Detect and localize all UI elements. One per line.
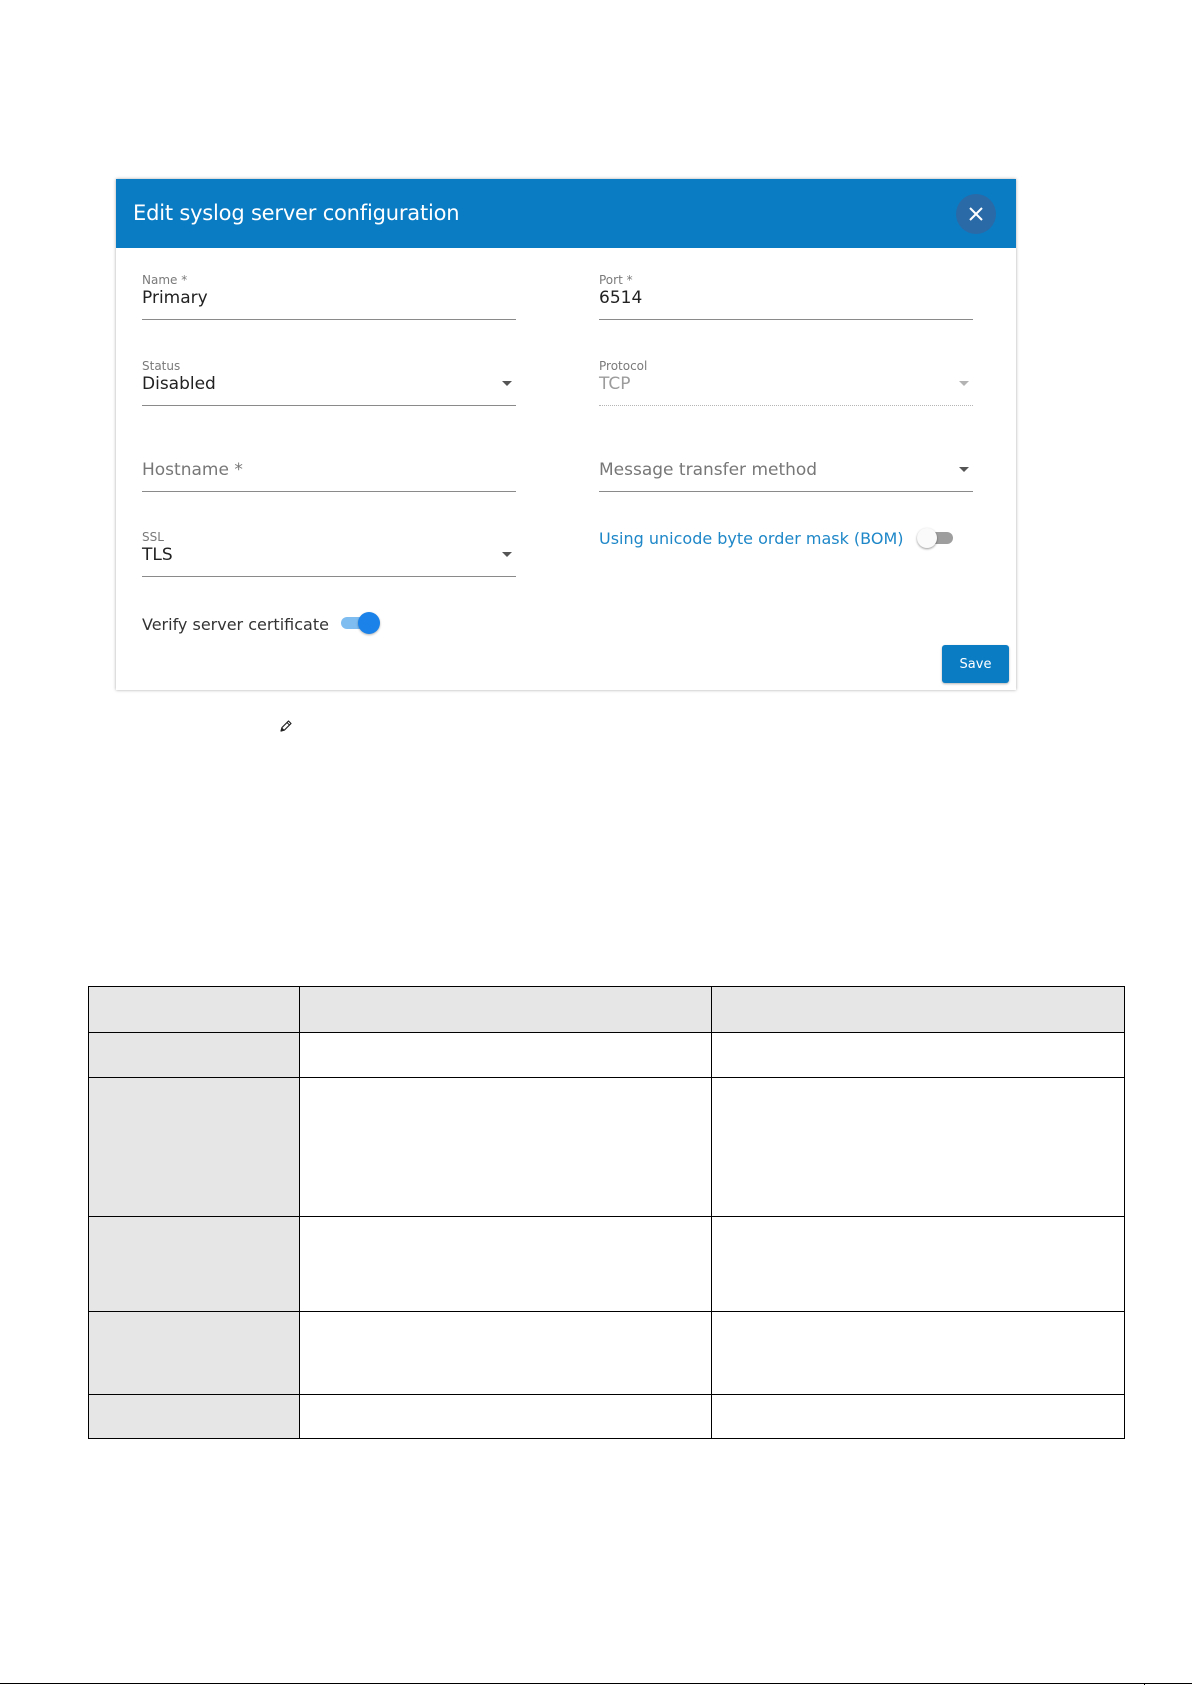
pencil-icon bbox=[279, 719, 293, 733]
message-transfer-select[interactable] bbox=[599, 445, 973, 493]
name-value[interactable]: Primary bbox=[142, 288, 208, 308]
table-row bbox=[89, 1395, 1125, 1439]
table-cell bbox=[300, 1395, 712, 1439]
name-label: Name * bbox=[142, 273, 188, 287]
table-row bbox=[89, 1312, 1125, 1395]
bom-toggle-knob bbox=[917, 528, 937, 548]
table-header-cell bbox=[89, 987, 300, 1033]
table-cell bbox=[89, 1078, 300, 1217]
ssl-select[interactable] bbox=[142, 530, 516, 578]
bom-toggle[interactable] bbox=[917, 527, 955, 549]
ssl-label: SSL bbox=[142, 530, 164, 544]
table-header-row bbox=[89, 987, 1125, 1033]
bom-toggle-label: Using unicode byte order mask (BOM) bbox=[599, 529, 904, 548]
dialog-header bbox=[116, 179, 1016, 248]
message-transfer-placeholder: Message transfer method bbox=[599, 460, 818, 480]
syslog-config-dialog bbox=[116, 179, 1016, 690]
table-row bbox=[89, 1078, 1125, 1217]
table-cell bbox=[300, 1078, 712, 1217]
status-select[interactable] bbox=[142, 359, 516, 407]
table-cell bbox=[712, 1078, 1125, 1217]
ssl-value: TLS bbox=[142, 545, 173, 565]
protocol-dropdown-icon bbox=[959, 381, 969, 386]
close-icon bbox=[968, 206, 984, 222]
protocol-value: TCP bbox=[599, 374, 631, 394]
verify-cert-label: Verify server certificate bbox=[142, 615, 329, 634]
table-cell bbox=[300, 1033, 712, 1078]
verify-cert-toggle-knob bbox=[358, 612, 380, 634]
name-field[interactable] bbox=[142, 273, 516, 321]
table-row bbox=[89, 1033, 1125, 1078]
table-cell bbox=[89, 1033, 300, 1078]
protocol-label: Protocol bbox=[599, 359, 648, 373]
port-field[interactable] bbox=[599, 273, 973, 321]
table-cell bbox=[712, 1312, 1125, 1395]
status-dropdown-icon[interactable] bbox=[502, 381, 512, 386]
port-label: Port * bbox=[599, 273, 633, 287]
table-cell bbox=[712, 1217, 1125, 1312]
table-cell bbox=[89, 1217, 300, 1312]
table-row bbox=[89, 1217, 1125, 1312]
hostname-underline bbox=[142, 491, 516, 492]
status-label: Status bbox=[142, 359, 181, 373]
verify-cert-toggle[interactable] bbox=[341, 612, 381, 634]
name-underline bbox=[142, 319, 516, 320]
message-transfer-dropdown-icon[interactable] bbox=[959, 467, 969, 472]
table-cell bbox=[89, 1395, 300, 1439]
parameter-table bbox=[88, 986, 1125, 1439]
port-value[interactable]: 6514 bbox=[599, 288, 643, 308]
table-cell bbox=[712, 1395, 1125, 1439]
table-cell bbox=[300, 1217, 712, 1312]
port-underline bbox=[599, 319, 973, 320]
ssl-dropdown-icon[interactable] bbox=[502, 552, 512, 557]
hostname-field[interactable] bbox=[142, 445, 516, 493]
close-button[interactable] bbox=[956, 194, 996, 234]
status-value: Disabled bbox=[142, 374, 216, 394]
protocol-select bbox=[599, 359, 973, 407]
save-button[interactable]: Save bbox=[942, 645, 1009, 683]
table-cell bbox=[89, 1312, 300, 1395]
table-header-cell bbox=[300, 987, 712, 1033]
protocol-underline bbox=[599, 405, 973, 406]
hostname-placeholder[interactable]: Hostname * bbox=[142, 460, 243, 480]
table-header-cell bbox=[712, 987, 1125, 1033]
dialog-title: Edit syslog server configuration bbox=[133, 201, 460, 225]
footer-rule bbox=[0, 1683, 1192, 1684]
ssl-underline bbox=[142, 576, 516, 577]
table-cell bbox=[300, 1312, 712, 1395]
message-transfer-underline bbox=[599, 491, 973, 492]
status-underline bbox=[142, 405, 516, 406]
table-cell bbox=[712, 1033, 1125, 1078]
